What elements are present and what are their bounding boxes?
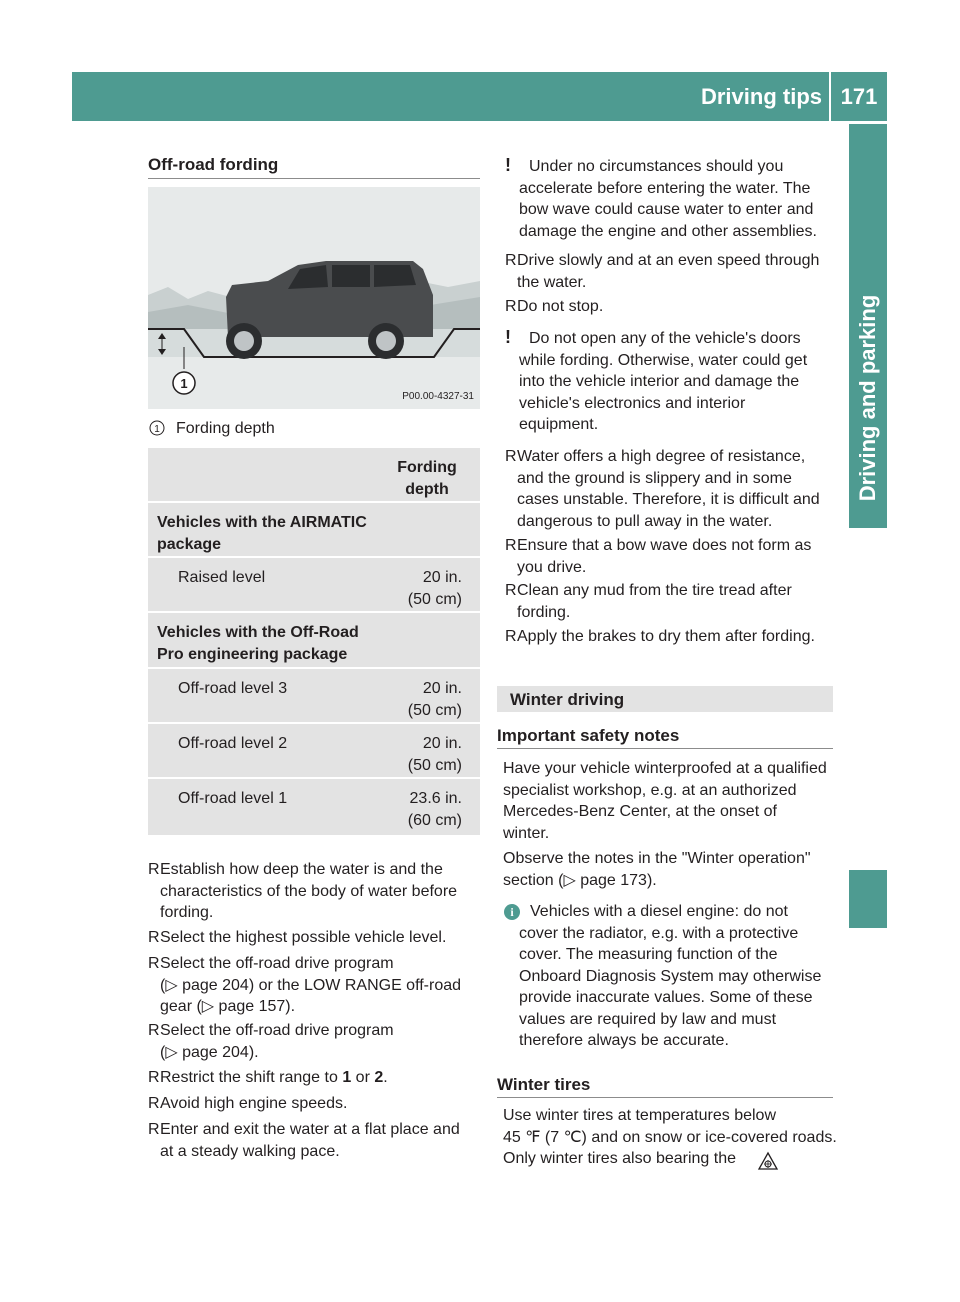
table-header-row	[148, 448, 480, 503]
info-icon: i	[504, 904, 520, 920]
row-label: Off-road level 2	[178, 735, 288, 752]
table-group-row	[148, 613, 480, 669]
row-label: Raised level	[178, 569, 266, 586]
row-label: Off-road level 1	[178, 790, 288, 807]
table-row	[148, 779, 480, 835]
row-value: 23.6 in. (60 cm)	[407, 790, 462, 829]
side-tab-label: Driving and parking	[855, 294, 880, 502]
paragraph: Have your vehicle winterproofed at a qualified specialist workshop, e.g. at an authorized Mercedes-Benz Center, at the onset of winter.	[503, 760, 827, 842]
row-label: Off-road level 3	[178, 680, 288, 697]
callout-marker	[148, 418, 168, 438]
heading-rule	[148, 178, 480, 179]
mountain-snowflake-icon	[757, 1150, 779, 1172]
subheading-rule	[497, 748, 833, 749]
table-group-row	[148, 503, 480, 558]
paragraph: Use winter tires at temperatures below 45 ℉ (7 ℃) and on snow or ice-covered roads. Only winter tires also bearing the	[503, 1107, 837, 1167]
page-number: 171	[840, 84, 878, 109]
section-heading-off-road-fording: Off-road fording	[148, 155, 279, 174]
table-row	[148, 669, 480, 724]
subheading-winter-tires: Winter tires	[497, 1075, 591, 1094]
fording-illustration	[148, 187, 480, 409]
svg-text:1: 1	[154, 424, 160, 435]
info-note: Vehicles with a diesel engine: do not cover the radiator, e.g. with a protective cover. The measuring function of the Onboard Diagnosis System may otherwise provide inaccurate values. Some of these values are required by law and must therefore always be accurate.	[519, 903, 822, 1049]
row-value: 20 in. (50 cm)	[407, 680, 462, 719]
subheading-rule	[497, 1097, 833, 1098]
header-separator	[829, 72, 831, 121]
legend-fording-depth: Fording depth	[176, 420, 275, 437]
warning-icon: !	[505, 155, 511, 175]
paragraph: Observe the notes in the "Winter operation" section (▷ page 173).	[503, 850, 811, 889]
subheading-important-safety-notes: Important safety notes	[497, 726, 680, 745]
running-title: Driving tips	[700, 84, 822, 109]
table-row	[148, 724, 480, 779]
section-title: Winter driving	[510, 690, 625, 709]
row-value: 20 in. (50 cm)	[407, 735, 462, 774]
vehicle-fording-diagram	[148, 187, 480, 409]
group-off-road-pro: Vehicles with the Off-Road Pro engineering package	[157, 624, 359, 663]
side-tab-marker	[849, 870, 887, 928]
figure-code: P00.00-4327-31	[402, 391, 474, 402]
row-value: 20 in. (50 cm)	[407, 569, 462, 608]
table-row	[148, 558, 480, 613]
col-header: Fording depth	[397, 459, 457, 498]
svg-text:1: 1	[180, 376, 188, 391]
warning-icon: !	[505, 327, 511, 347]
group-airmatic: Vehicles with the AIRMATIC package	[157, 514, 367, 553]
